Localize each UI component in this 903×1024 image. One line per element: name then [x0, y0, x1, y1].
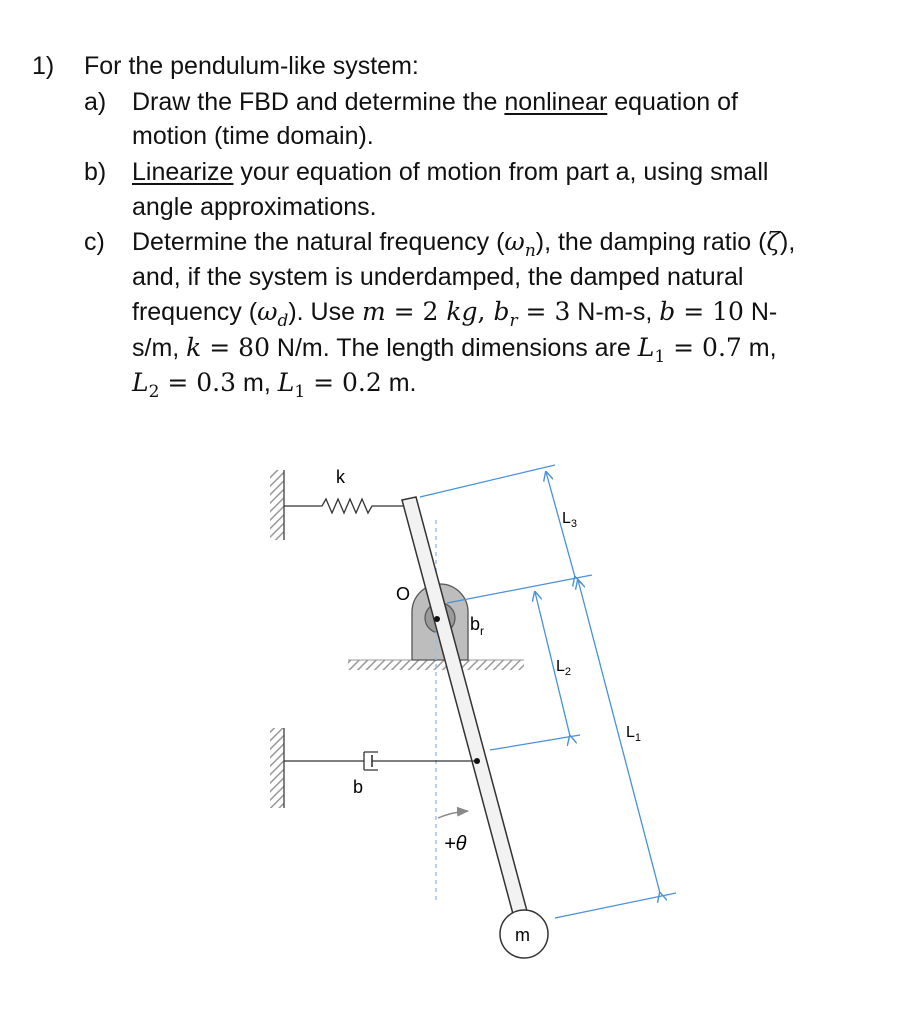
dim-ext-top — [420, 465, 555, 497]
rot-damper-label: $b_r$ — [470, 614, 485, 638]
dim-L3-label: $L_3$ — [562, 510, 578, 530]
part-b-line1: Linearize your equation of motion from part a, using small — [132, 158, 769, 186]
part-a-line2: motion (time domain). — [132, 122, 374, 150]
part-a-label: a) — [84, 88, 107, 116]
dim-ext-mass — [555, 893, 676, 918]
linearize-underlined: Linearize — [132, 158, 234, 186]
part-c-line5: $L_2 = 0.3$ m, $L_1 = 0.2$ m. — [132, 368, 417, 402]
problem-intro: For the pendulum-like system: — [84, 52, 419, 80]
theta-label: +θ — [444, 833, 467, 855]
theta-arrow — [438, 811, 468, 818]
pivot-label: O — [396, 584, 411, 604]
dim-L1 — [578, 580, 660, 893]
problem-number: 1) — [32, 52, 55, 80]
part-c-line3: frequency $(\omega_d)$. Use m = 2 kg, $b_r = 3$ N-m-s, b = 10 N- — [132, 297, 778, 331]
part-c-label: c) — [84, 228, 105, 256]
dim-L2-label: $L_2$ — [556, 658, 572, 678]
pivot-point — [434, 616, 440, 622]
part-c-line1: Determine the natural frequency $(\omega_n)$, the damping ratio (ζ), — [132, 227, 796, 261]
part-c-line2: and, if the system is underdamped, the damped natural — [132, 263, 744, 291]
part-b-line2: angle approximations. — [132, 193, 377, 221]
dim-L1-label: $L_1$ — [626, 724, 642, 744]
part-c-line4: s/m, k = 80 N/m. The length dimensions are $L_1 = 0.7$ m, — [132, 333, 777, 367]
part-b-label: b) — [84, 158, 107, 186]
spring — [284, 499, 410, 513]
dim-ext-pivot — [447, 575, 592, 603]
pendulum-rod — [402, 497, 531, 929]
dim-ext-damper — [490, 735, 580, 750]
spring-label: k — [336, 467, 345, 487]
nonlinear-underlined: nonlinear — [504, 88, 608, 116]
damper-attach-point — [474, 758, 480, 764]
part-a-line1: Draw the FBD and determine the nonlinear equation of — [132, 88, 738, 116]
wall-bottom-hatch — [270, 728, 284, 808]
mass-label: m — [515, 925, 530, 945]
wall-top-hatch — [270, 470, 284, 540]
damper-label: b — [353, 777, 364, 797]
